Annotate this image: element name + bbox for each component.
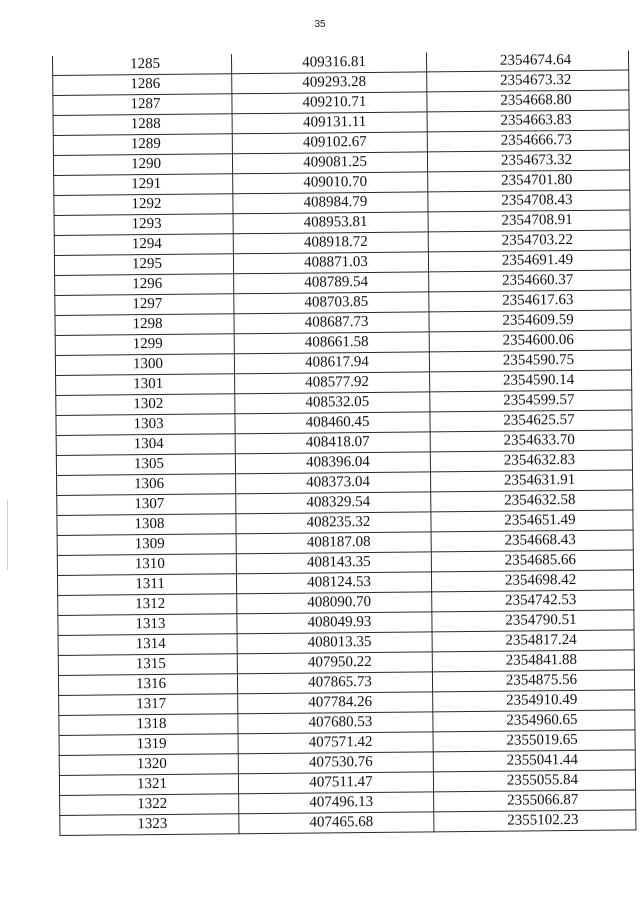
x-coordinate-cell: 407496.13	[239, 792, 434, 814]
point-number-cell: 1293	[54, 214, 233, 236]
x-coordinate-cell: 409010.70	[233, 172, 428, 194]
y-coordinate-cell: 2354633.70	[430, 430, 632, 452]
x-coordinate-cell: 408329.54	[236, 492, 431, 514]
x-coordinate-cell: 407784.26	[238, 692, 433, 714]
point-number-cell: 1318	[59, 714, 238, 736]
point-number-cell: 1287	[53, 94, 232, 116]
x-coordinate-cell: 408235.32	[236, 512, 431, 534]
y-coordinate-cell: 2354742.53	[432, 590, 634, 612]
x-coordinate-cell: 407511.47	[238, 772, 433, 794]
y-coordinate-cell: 2354599.57	[430, 390, 632, 412]
y-coordinate-cell: 2354632.83	[430, 450, 632, 472]
x-coordinate-cell: 409131.11	[232, 112, 427, 134]
x-coordinate-cell: 407530.76	[238, 752, 433, 774]
y-coordinate-cell: 2354841.88	[432, 650, 634, 672]
x-coordinate-cell: 408953.81	[233, 212, 428, 234]
x-coordinate-cell: 408013.35	[237, 632, 432, 654]
point-number-cell: 1319	[59, 734, 238, 756]
x-coordinate-cell: 409102.67	[232, 132, 427, 154]
point-number-cell: 1290	[53, 154, 232, 176]
x-coordinate-cell: 407865.73	[237, 672, 432, 694]
x-coordinate-cell: 408789.54	[234, 272, 429, 294]
x-coordinate-cell: 408687.73	[234, 312, 429, 334]
y-coordinate-cell: 2354875.56	[432, 670, 634, 692]
point-number-cell: 1295	[54, 254, 233, 276]
point-number-cell: 1309	[57, 534, 236, 556]
point-number-cell: 1307	[57, 494, 236, 516]
y-coordinate-cell: 2354590.75	[429, 350, 631, 372]
x-coordinate-cell: 409210.71	[232, 92, 427, 114]
point-number-cell: 1300	[55, 354, 234, 376]
point-number-cell: 1301	[56, 374, 235, 396]
scan-edge-mark	[7, 500, 8, 570]
x-coordinate-cell: 408532.05	[235, 392, 430, 414]
point-number-cell: 1302	[56, 394, 235, 416]
y-coordinate-cell: 2355041.44	[433, 750, 635, 772]
y-coordinate-cell: 2355019.65	[433, 730, 635, 752]
x-coordinate-cell: 407465.68	[239, 812, 434, 834]
y-coordinate-cell: 2354960.65	[433, 710, 635, 732]
x-coordinate-cell: 408187.08	[236, 532, 431, 554]
x-coordinate-cell: 408871.03	[233, 252, 428, 274]
point-number-cell: 1321	[59, 774, 238, 796]
x-coordinate-cell: 408090.70	[237, 592, 432, 614]
point-number-cell: 1296	[55, 274, 234, 296]
point-number-cell: 1289	[53, 134, 232, 156]
point-number-cell: 1291	[54, 174, 233, 196]
point-number-cell: 1294	[54, 234, 233, 256]
x-coordinate-cell: 408373.04	[236, 472, 431, 494]
x-coordinate-cell: 409081.25	[232, 152, 427, 174]
point-number-cell: 1299	[55, 334, 234, 356]
point-number-cell: 1305	[56, 454, 235, 476]
x-coordinate-cell: 408460.45	[235, 412, 430, 434]
y-coordinate-cell: 2354673.32	[427, 70, 629, 92]
point-number-cell: 1317	[59, 694, 238, 716]
y-coordinate-cell: 2354673.32	[427, 150, 629, 172]
point-number-cell: 1316	[58, 674, 237, 696]
point-number-cell: 1292	[54, 194, 233, 216]
point-number-cell: 1286	[53, 74, 232, 96]
x-coordinate-cell: 408577.92	[235, 372, 430, 394]
y-coordinate-cell: 2354668.43	[431, 530, 633, 552]
point-number-cell: 1314	[58, 634, 237, 656]
x-coordinate-cell: 409293.28	[232, 72, 427, 94]
x-coordinate-cell: 407950.22	[237, 652, 432, 674]
y-coordinate-cell: 2354685.66	[431, 550, 633, 572]
y-coordinate-cell: 2354663.83	[427, 110, 629, 132]
y-coordinate-cell: 2354910.49	[433, 690, 635, 712]
x-coordinate-cell: 408418.07	[235, 432, 430, 454]
point-number-cell: 1288	[53, 114, 232, 136]
y-coordinate-cell: 2354666.73	[427, 130, 629, 152]
x-coordinate-cell: 408124.53	[236, 572, 431, 594]
point-number-cell: 1310	[57, 554, 236, 576]
x-coordinate-cell: 407571.42	[238, 732, 433, 754]
y-coordinate-cell: 2354691.49	[428, 250, 630, 272]
point-number-cell: 1306	[57, 474, 236, 496]
point-number-cell: 1297	[55, 294, 234, 316]
y-coordinate-cell: 2354817.24	[432, 630, 634, 652]
coordinates-table	[52, 50, 636, 836]
y-coordinate-cell: 2354660.37	[429, 270, 631, 292]
x-coordinate-cell: 408703.85	[234, 292, 429, 314]
point-number-cell: 1304	[56, 434, 235, 456]
point-number-cell: 1313	[58, 614, 237, 636]
y-coordinate-cell: 2354668.80	[427, 90, 629, 112]
x-coordinate-cell: 408617.94	[234, 352, 429, 374]
y-coordinate-cell: 2354698.42	[431, 570, 633, 592]
y-coordinate-cell: 2355055.84	[433, 770, 635, 792]
x-coordinate-cell: 408396.04	[235, 452, 430, 474]
y-coordinate-cell: 2355102.23	[434, 810, 636, 832]
point-number-cell: 1303	[56, 414, 235, 436]
point-number-cell: 1312	[58, 594, 237, 616]
x-coordinate-cell: 408049.93	[237, 612, 432, 634]
x-coordinate-cell: 408143.35	[236, 552, 431, 574]
y-coordinate-cell: 2354651.49	[431, 510, 633, 532]
y-coordinate-cell: 2354674.64	[426, 50, 628, 71]
y-coordinate-cell: 2354609.59	[429, 310, 631, 332]
point-number-cell: 1322	[60, 794, 239, 816]
x-coordinate-cell: 408984.79	[233, 192, 428, 214]
y-coordinate-cell: 2354632.58	[431, 490, 633, 512]
x-coordinate-cell: 408661.58	[234, 332, 429, 354]
point-number-cell: 1311	[57, 574, 236, 596]
x-coordinate-cell: 407680.53	[238, 712, 433, 734]
y-coordinate-cell: 2354708.43	[428, 190, 630, 212]
y-coordinate-cell: 2354617.63	[429, 290, 631, 312]
point-number-cell: 1320	[59, 754, 238, 776]
y-coordinate-cell: 2355066.87	[434, 790, 636, 812]
page-number: 35	[314, 19, 326, 30]
y-coordinate-cell: 2354708.91	[428, 210, 630, 232]
point-number-cell: 1308	[57, 514, 236, 536]
point-number-cell: 1323	[60, 814, 239, 836]
coordinates-table-body	[52, 50, 635, 835]
y-coordinate-cell: 2354600.06	[429, 330, 631, 352]
x-coordinate-cell: 408918.72	[233, 232, 428, 254]
y-coordinate-cell: 2354631.91	[431, 470, 633, 492]
y-coordinate-cell: 2354790.51	[432, 610, 634, 632]
point-number-cell: 1315	[58, 654, 237, 676]
y-coordinate-cell: 2354703.22	[428, 230, 630, 252]
y-coordinate-cell: 2354701.80	[428, 170, 630, 192]
y-coordinate-cell: 2354625.57	[430, 410, 632, 432]
x-coordinate-cell: 409316.81	[231, 52, 426, 73]
point-number-cell: 1298	[55, 314, 234, 336]
point-number-cell: 1285	[52, 54, 231, 75]
y-coordinate-cell: 2354590.14	[430, 370, 632, 392]
